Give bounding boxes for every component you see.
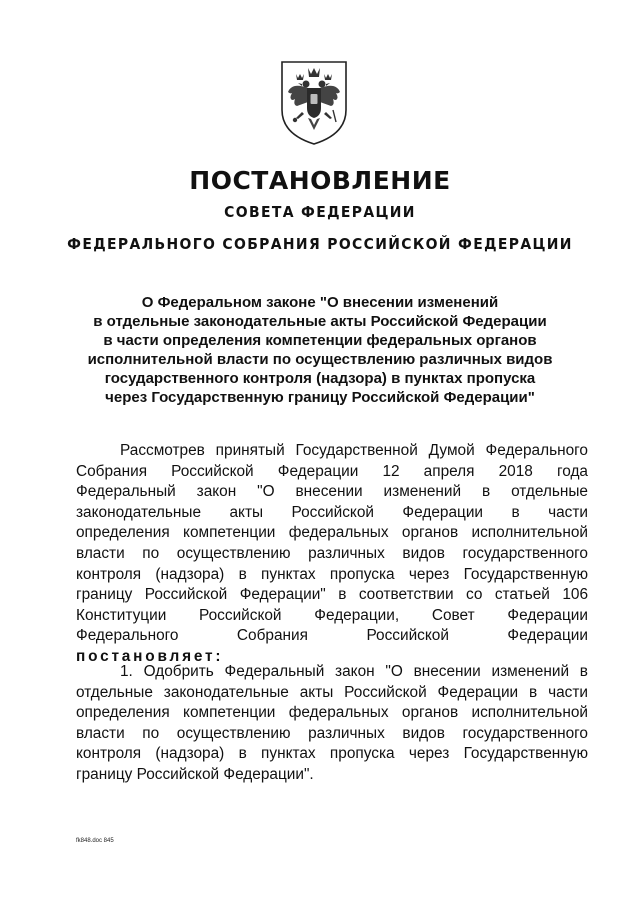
- issuer-line-1: СОВЕТА ФЕДЕРАЦИИ: [224, 203, 416, 221]
- item-line: определения компетенции федеральных органов исполнительной: [76, 704, 588, 722]
- item-line: отдельные законодательные акты Российской Федерации в части: [76, 683, 588, 701]
- item-line: контроля (надзора) в пунктах пропуска через Государственную: [76, 745, 588, 763]
- subject-line: в части определения компетенции федеральных органов: [103, 332, 537, 349]
- subject-line: в отдельные законодательные акты Российской Федерации: [93, 313, 547, 330]
- item-1-paragraph: [76, 662, 588, 786]
- item-line: власти по осуществлению различных видов государственного: [76, 724, 588, 742]
- subject-line: через Государственную границу Российской Федерации": [105, 389, 535, 406]
- resolution-subject: [60, 293, 580, 407]
- document-title: ПОСТАНОВЛЕНИЕ: [189, 166, 451, 195]
- subject-line: исполнительной власти по осуществлению различных видов: [87, 351, 553, 368]
- preamble-line: Федерального Собрания Российской Федерации: [76, 627, 588, 645]
- issuer-line-2: ФЕДЕРАЛЬНОГО СОБРАНИЯ РОССИЙСКОЙ ФЕДЕРАЦИИ: [67, 235, 573, 253]
- preamble-line: власти по осуществлению различных видов государственного: [76, 544, 588, 562]
- preamble-line: законодательные акты Российской Федерации в части: [76, 503, 588, 521]
- item-line: 1. Одобрить Федеральный закон "О внесении изменений в: [120, 663, 588, 680]
- preamble-line: границу Российской Федерации" в соответствии со статьей 106: [76, 586, 588, 604]
- file-reference: fk848.doc 845: [76, 838, 114, 844]
- preamble-paragraph: [76, 441, 588, 668]
- preamble-line: Конституции Российской Федерации, Совет Федерации: [76, 606, 588, 624]
- preamble-line: Федеральный закон "О внесении изменений в отдельные: [76, 483, 588, 501]
- preamble-line: определения компетенции федеральных органов исполнительной: [76, 524, 588, 542]
- preamble-line: Рассмотрев принятый Государственной Думой Федерального: [120, 442, 588, 459]
- subject-line: государственного контроля (надзора) в пунктах пропуска: [104, 370, 536, 387]
- preamble-line: контроля (надзора) в пунктах пропуска через Государственную: [76, 565, 588, 583]
- subject-line: О Федеральном законе "О внесении изменений: [141, 294, 499, 311]
- preamble-line: Собрания Российской Федерации 12 апреля 2018 года: [76, 462, 588, 480]
- item-line: границу Российской Федерации".: [76, 765, 314, 783]
- russian-coat-of-arms-icon: [278, 58, 350, 146]
- resolves-word: постановляет:: [76, 647, 224, 665]
